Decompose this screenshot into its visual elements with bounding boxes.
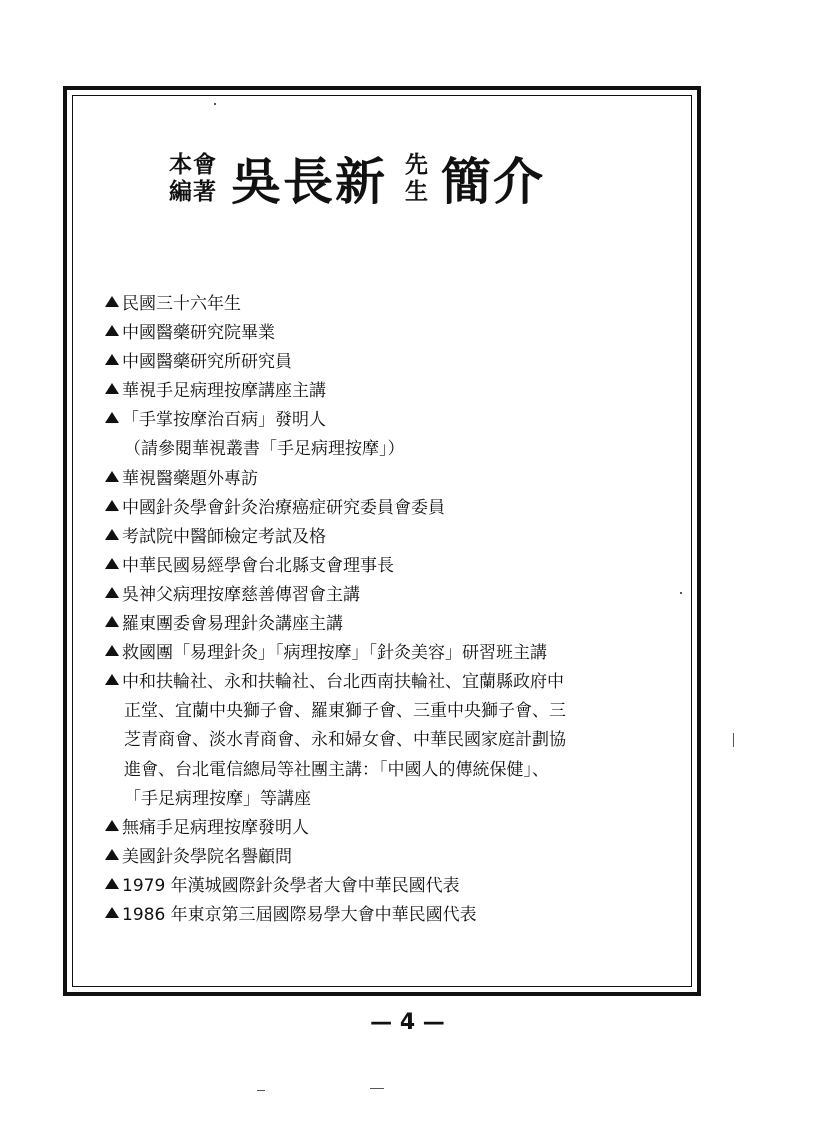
- biography-entry-text: 「手掌按摩治百病」發明人: [122, 410, 326, 431]
- biography-entry-text: 進會、台北電信總局等社團主講：「中國人的傳統保健」、: [124, 759, 549, 780]
- triangle-bullet-icon: [105, 354, 119, 365]
- triangle-bullet-icon: [105, 878, 119, 889]
- biography-entry-text: 正堂、宜蘭中央獅子會、羅東獅子會、三重中央獅子會、三: [124, 701, 566, 722]
- biography-entry-text: 羅東團委會易理針灸講座主講: [122, 614, 343, 635]
- biography-entry-text: 華視手足病理按摩講座主講: [122, 381, 326, 402]
- scan-speck: [733, 733, 734, 747]
- biography-entry-text: 救國團「易理針灸」「病理按摩」「針灸美容」研習班主講: [122, 643, 547, 664]
- page-frame: [63, 86, 701, 996]
- biography-entry: [105, 843, 690, 872]
- triangle-bullet-icon: [105, 412, 119, 423]
- biography-entry: [105, 435, 690, 464]
- biography-entry-text: 華視醫藥題外專訪: [122, 468, 258, 489]
- biography-entry-text: 吳神父病理按摩慈善傳習會主講: [122, 584, 360, 605]
- title-honorific-top: 先: [405, 152, 429, 178]
- biography-entry-text: 中華民國易經學會台北縣支會理事長: [122, 555, 394, 576]
- biography-entry-text: 1979 年漢城國際針灸學者大會中華民國代表: [122, 875, 460, 896]
- biography-entry-text: 中和扶輪社、永和扶輪社、台北西南扶輪社、宜蘭縣政府中: [122, 672, 564, 693]
- biography-entry: [105, 319, 690, 348]
- biography-entry: [105, 348, 690, 377]
- biography-entry-text: 美國針灸學院名譽顧問: [122, 846, 292, 867]
- biography-entry: [105, 901, 690, 930]
- page-title: [169, 152, 629, 232]
- biography-entry-text: 「手足病理按摩」等講座: [124, 788, 311, 809]
- biography-entry: [105, 610, 690, 639]
- title-honorific-bottom: 生: [405, 179, 429, 205]
- page-number: — 4 —: [370, 1010, 445, 1035]
- scan-speck: [680, 592, 682, 594]
- scan-speck: [257, 1090, 265, 1091]
- scan-speck: [214, 103, 216, 105]
- biography-entry: [105, 639, 690, 668]
- title-prefix-top: 本會: [169, 152, 217, 178]
- biography-entry: [105, 465, 690, 494]
- biography-entry: [105, 756, 690, 785]
- biography-list: [105, 290, 690, 930]
- triangle-bullet-icon: [105, 907, 119, 918]
- biography-entry: [105, 552, 690, 581]
- triangle-bullet-icon: [105, 500, 119, 511]
- biography-entry: [105, 290, 690, 319]
- biography-entry: [105, 581, 690, 610]
- triangle-bullet-icon: [105, 296, 119, 307]
- biography-entry: [105, 872, 690, 901]
- biography-entry: [105, 377, 690, 406]
- triangle-bullet-icon: [105, 645, 119, 656]
- biography-entry-text: 民國三十六年生: [122, 294, 241, 314]
- triangle-bullet-icon: [105, 849, 119, 860]
- biography-entry: [105, 814, 690, 843]
- triangle-bullet-icon: [105, 383, 119, 394]
- biography-entry-text: 中國醫藥研究所研究員: [122, 352, 292, 373]
- scan-speck: [370, 1088, 384, 1089]
- biography-entry: [105, 726, 690, 755]
- biography-entry-text: 考試院中醫師檢定考試及格: [122, 526, 326, 547]
- biography-entry-text: 無痛手足病理按摩發明人: [122, 817, 309, 838]
- biography-entry: [105, 494, 690, 523]
- biography-entry: [105, 523, 690, 552]
- triangle-bullet-icon: [105, 529, 119, 540]
- triangle-bullet-icon: [105, 674, 119, 685]
- triangle-bullet-icon: [105, 558, 119, 569]
- biography-entry-text: 芝青商會、淡水青商會、永和婦女會、中華民國家庭計劃協: [124, 730, 566, 751]
- biography-entry: [105, 697, 690, 726]
- biography-entry-text: 中國醫藥研究院畢業: [122, 323, 275, 344]
- title-suffix: 簡介: [441, 153, 545, 211]
- biography-entry: [105, 668, 690, 697]
- triangle-bullet-icon: [105, 587, 119, 598]
- title-prefix-bottom: 編著: [169, 179, 217, 205]
- title-name: 吳長新: [231, 153, 387, 211]
- biography-entry: [105, 406, 690, 435]
- biography-entry-text: （請參閱華視叢書「手足病理按摩」）: [124, 439, 405, 460]
- triangle-bullet-icon: [105, 820, 119, 831]
- triangle-bullet-icon: [105, 325, 119, 336]
- biography-entry-text: 1986 年東京第三屆國際易學大會中華民國代表: [122, 904, 477, 925]
- triangle-bullet-icon: [105, 471, 119, 482]
- triangle-bullet-icon: [105, 616, 119, 627]
- biography-entry: [105, 785, 690, 814]
- biography-entry-text: 中國針灸學會針灸治療癌症研究委員會委員: [122, 497, 445, 518]
